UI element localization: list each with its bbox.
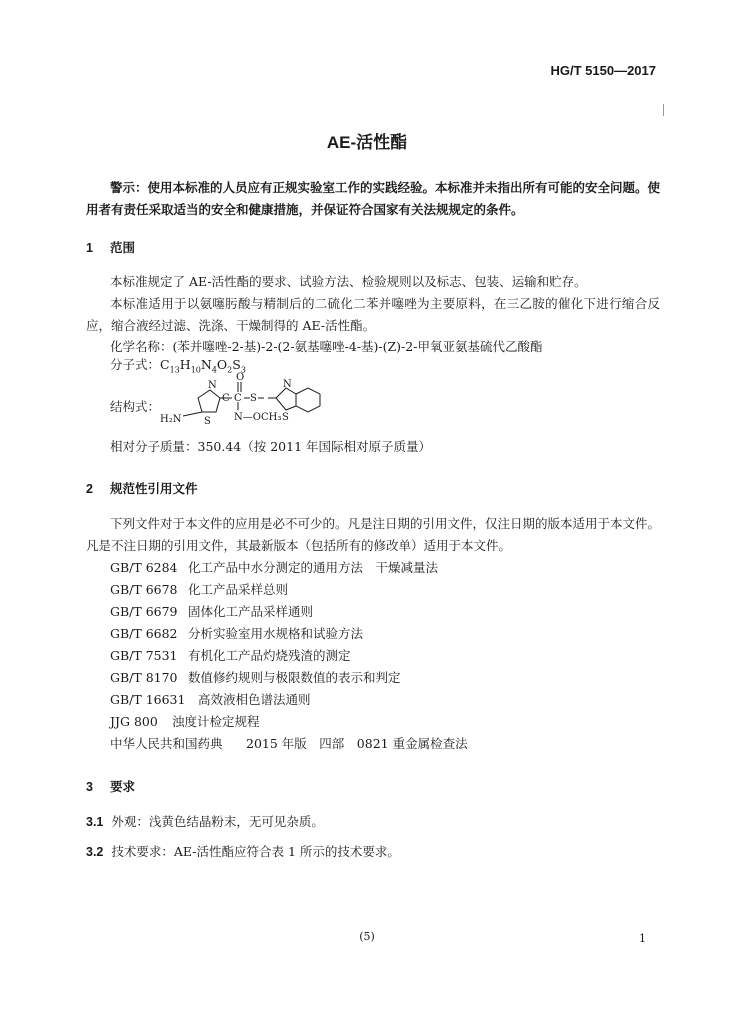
section-title: 规范性引用文件 <box>110 482 198 496</box>
requirement-item <box>86 842 400 860</box>
reference-name: 有机化工产品灼烧残渣的测定 <box>188 648 351 663</box>
reference-item <box>110 558 438 576</box>
requirement-text: 外观：浅黄色结晶粉末，无可见杂质。 <box>111 814 324 829</box>
requirement-number: 3.2 <box>86 845 104 859</box>
reference-name: 2015 年版 四部 0821 重金属检查法 <box>246 736 468 751</box>
footer-page-marker: (5) <box>359 930 375 943</box>
standard-code: HG/T 5150—2017 <box>550 63 656 78</box>
reference-name: 化工产品采样总则 <box>188 582 289 597</box>
warning-paragraph: 警示：使用本标准的人员应有正规实验室工作的实践经验。本标准并未指出所有可能的安全问题。使用者有责任采取适当的安全和健康措施，并保证符合国家有关法规规定的条件。 <box>86 180 661 217</box>
structural-formula-diagram <box>158 370 358 434</box>
reference-name: 化工产品中水分测定的通用方法 干燥减量法 <box>188 560 439 575</box>
references-intro: 下列文件对于本文件的应用是必不可少的。凡是注日期的引用文件，仅注日期的版本适用于本文件。凡是不注日期的引用文件，其最新版本（包括所有的修改单）适用于本文件。 <box>86 516 661 553</box>
section-number: 3 <box>86 780 93 794</box>
formula-value: $C_{13}H_{10}N_4O_2S_3$ <box>160 357 246 375</box>
thiazole-ring <box>198 390 220 412</box>
scan-mark <box>663 104 664 116</box>
oxygen-atom: O <box>236 372 245 383</box>
benzothiazole-nitrogen: N <box>283 379 292 390</box>
reference-item <box>110 580 288 598</box>
reference-item <box>110 602 313 620</box>
reference-item <box>110 712 260 730</box>
reference-code: GB/T 6679 <box>110 604 178 619</box>
section-heading-references <box>86 479 198 497</box>
benzothiazole-ring <box>276 388 296 410</box>
reference-name: 分析实验室用水规格和试验方法 <box>188 626 364 641</box>
section-title: 范围 <box>110 241 136 255</box>
section-title: 要求 <box>110 780 136 794</box>
reference-name: 数值修约规则与极限数值的表示和判定 <box>188 670 401 685</box>
reference-code: JJG 800 <box>110 714 158 729</box>
reference-code: GB/T 8170 <box>110 670 178 685</box>
chemical-name: 化学名称：(苯并噻唑-2-基)-2-(2-氨基噻唑-4-基)-(Z)-2-甲氧亚氨基硫代乙酸酯 <box>110 339 543 354</box>
reference-code: GB/T 6678 <box>110 582 178 597</box>
section-number: 1 <box>86 241 93 255</box>
scope-paragraph-2: 本标准适用于以氨噻肟酸与精制后的二硫化二苯并噻唑为主要原料，在三乙胺的催化下进行缩合反应，缩合液经过滤、洗涤、干燥制得的 AE-活性酯。 <box>86 296 660 333</box>
reference-code: GB/T 7531 <box>110 648 178 663</box>
reference-code: GB/T 6682 <box>110 626 178 641</box>
section-heading-scope <box>86 238 135 256</box>
methoxyimino-group: N—OCH₃ <box>234 412 282 423</box>
reference-code: 中华人民共和国药典 <box>110 736 223 751</box>
requirement-text: 技术要求：AE-活性酯应符合表 1 所示的技术要求。 <box>111 844 400 859</box>
section-number: 2 <box>86 482 93 496</box>
reference-item <box>110 668 401 686</box>
reference-code: GB/T 6284 <box>110 560 178 575</box>
reference-item <box>110 624 363 642</box>
reference-name: 固体化工产品采样通则 <box>188 604 314 619</box>
molecular-mass: 相对分子质量：350.44（按 2011 年国际相对原子质量） <box>110 439 431 454</box>
requirement-number: 3.1 <box>86 815 104 829</box>
thioester-sulfur: S <box>250 393 257 404</box>
reference-item <box>110 734 468 752</box>
structure-label: 结构式： <box>110 399 161 414</box>
reference-item <box>110 690 311 708</box>
reference-item <box>110 646 351 664</box>
thiazole-nitrogen: N <box>208 380 217 391</box>
reference-name: 高效液相色谱法通则 <box>198 692 311 707</box>
document-title: AE-活性酯 <box>326 133 408 152</box>
reference-name: 浊度计检定规程 <box>172 714 260 729</box>
formula-label: 分子式： <box>110 357 161 372</box>
section-heading-requirements <box>86 777 135 795</box>
scope-paragraph-1: 本标准规定了 AE-活性酯的要求、试验方法、检验规则以及标志、包装、运输和贮存。 <box>110 274 587 289</box>
benzene-ring <box>296 388 320 412</box>
requirement-item <box>86 812 324 830</box>
amino-group: H₂N <box>160 414 182 425</box>
imino-carbon: C <box>222 393 230 404</box>
carbon-atom: C <box>234 393 242 404</box>
page-number: 1 <box>639 932 646 945</box>
thiazole-sulfur: S <box>204 416 211 427</box>
benzothiazole-sulfur: S <box>282 412 289 423</box>
reference-code: GB/T 16631 <box>110 692 186 707</box>
